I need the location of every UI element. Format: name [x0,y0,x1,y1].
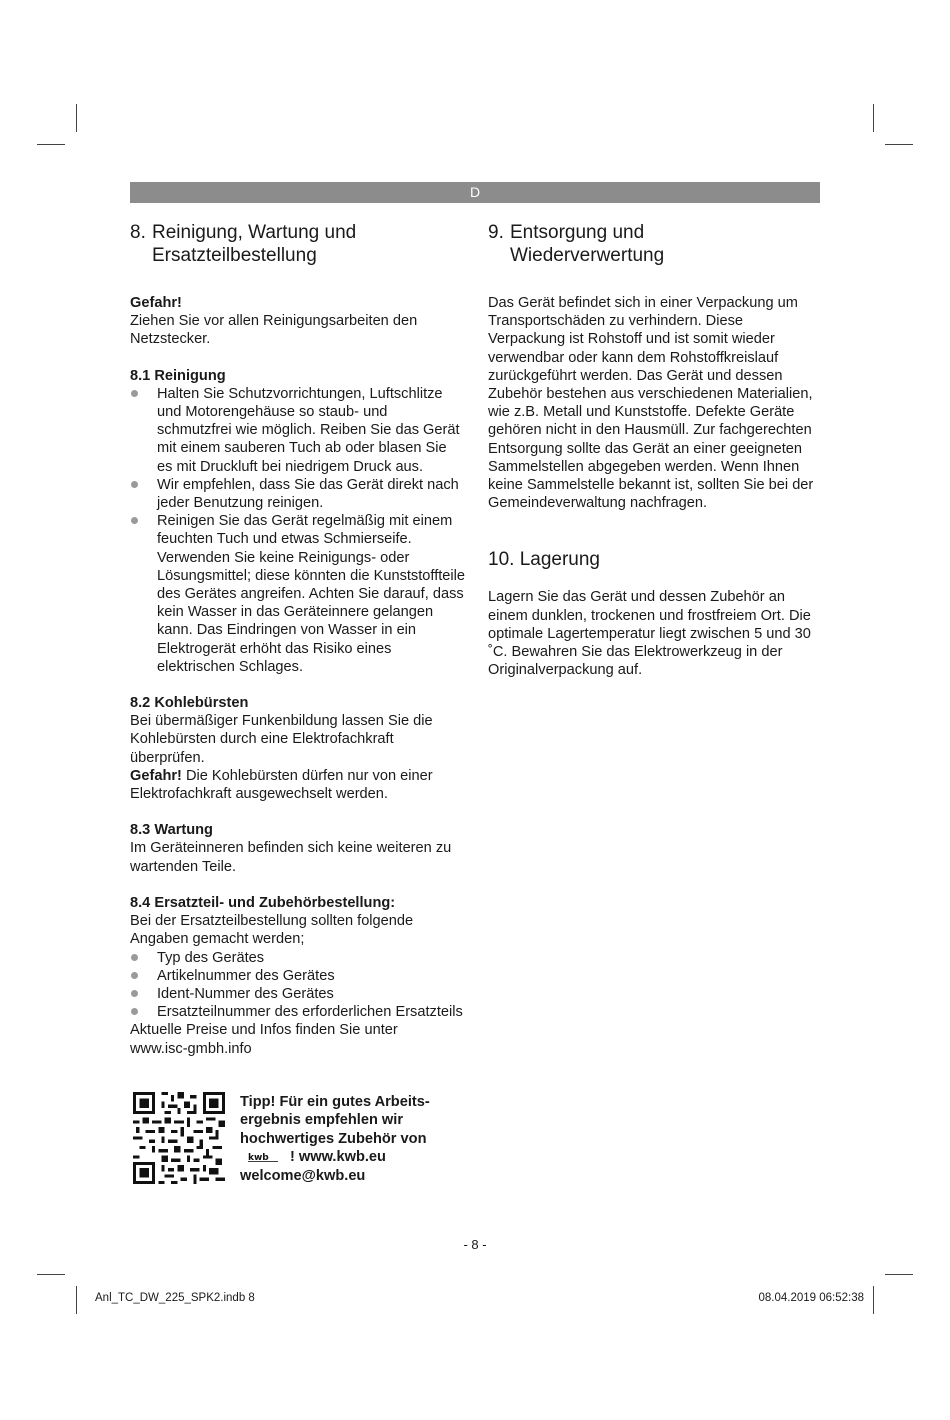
right-column [488,221,823,679]
list-item: Reinigen Sie das Gerät regelmäßig mit einem feuchten Tuch und etwas Schmierseife. Verwenden Sie keine Reinigungs- oder Lösungsmittel; diese könnten die Kunststoffteile des Gerätes angreifen. Achten Sie darauf, dass kein Wasser in das Geräteinnere gelangen kann. Das Eindringen von Wasser in ein Elektrogerät erhöht das Risiko eines elektrischen Schlages. [130,512,465,676]
list-item: Artikelnummer des Gerätes [130,967,465,985]
isc-link[interactable]: www.isc-gmbh.info [130,1040,252,1057]
parts-outro: Aktuelle Preise und Infos finden Sie unter www.isc-gmbh.info [130,1022,398,1057]
heading-8-1: 8.1 Reinigung [130,367,226,384]
svg-text:kwb: kwb [248,1153,269,1163]
section-8-title: 8. Reinigung, Wartung und Ersatzteilbestellung [130,222,357,266]
danger-label: Gefahr! [130,295,182,311]
parts-intro: Bei der Ersatzteilbestellung sollten folgende Angaben gemacht werden; [130,913,414,948]
footer-date-time: 08.04.2019 06:52:38 [758,1292,864,1304]
brushes-text: Bei übermäßiger Funkenbildung lassen Sie die Kohlebürsten durch eine Elektrofachkraft überprüfen. [130,713,433,766]
danger-text: Ziehen Sie vor allen Reinigungsarbeiten den Netzstecker. [130,313,418,348]
crop-mark [873,104,874,132]
brushes-danger: Gefahr! Die Kohlebürsten dürfen nur von einer Elektrofachkraft ausgewechselt werden. [130,767,433,803]
footer-file-info: Anl_TC_DW_225_SPK2.indb 8 [95,1292,255,1304]
heading-8-4: 8.4 Ersatzteil- und Zubehörbestellung: [130,894,396,911]
list-item: Ident-Nummer des Gerätes [130,985,465,1003]
tip-text: Tipp! Für ein gutes Arbeits- ergebnis empfehlen wir hochwertiges Zubehör von kwb ! www.kwb.eu welcome@kwb.eu [240,1093,455,1185]
section-9-title: 9. Entsorgung und Wiederverwertung [488,222,665,266]
left-column [130,221,465,1058]
kwb-logo-icon [248,1152,278,1162]
crop-mark [873,1286,874,1314]
crop-mark [885,144,913,145]
list-item: Wir empfehlen, dass Sie das Gerät direkt nach jeder Benutzung reinigen. [130,476,465,512]
heading-8-3: 8.3 Wartung [130,822,213,839]
maintenance-text: Im Geräteinneren befinden sich keine weiteren zu wartenden Teile. [130,840,452,875]
page-number: - 8 - [463,1237,487,1252]
list-item: Ersatzteilnummer des erforderlichen Ersatzteils [130,1003,465,1021]
crop-mark [885,1274,913,1275]
disposal-text: Das Gerät befindet sich in einer Verpackung um Transportschäden zu verhindern. Diese Verpackung ist Rohstoff und ist somit wieder verwendbar oder kann dem Rohstoffkreislauf zurückgeführt werden. Das Gerät und dessen Zubehör bestehen aus verschiedenen Materialien, wie z.B. Metall und Kunststoffe. Defekte Geräte gehören nicht in den Hausmüll. Zur fachgerechten Entsorgung sollte das Gerät an einer geeigneten Sammelstellen abgegeben werden. Wenn Ihnen keine Sammelstelle bekannt ist, sollten Sie bei der Gemeindeverwaltung nachfragen. [488,295,814,512]
list-item: Halten Sie Schutzvorrichtungen, Luftschlitze und Motorengehäuse so staub- und schmutzfrei wie möglich. Reiben Sie das Gerät mit einem sauberen Tuch ab oder blasen Sie es mit Druckluft bei niedrigem Druck aus. [130,385,465,476]
cleaning-list [130,385,465,676]
language-tab: D [130,182,820,203]
parts-list [130,949,465,1022]
list-item: Typ des Gerätes [130,949,465,967]
tip-block [133,1092,463,1187]
crop-mark [37,144,65,145]
crop-mark [76,1286,77,1314]
kwb-link[interactable]: ! www.kwb.eu [290,1149,386,1166]
qr-code-icon[interactable] [133,1092,225,1184]
crop-mark [37,1274,65,1275]
heading-8-2: 8.2 Kohlebürsten [130,695,249,712]
kwb-email[interactable]: welcome@kwb.eu [240,1167,366,1184]
crop-mark [76,104,77,132]
section-10-title: 10. Lagerung [488,549,600,571]
storage-text: Lagern Sie das Gerät und dessen Zubehör an einem dunklen, trockenen und frostfreiem Ort. Die optimale Lagertemperatur liegt zwischen 5 und 30 ˚C. Bewahren Sie das Elektrowerkzeug in der Originalverpackung auf. [488,589,811,679]
